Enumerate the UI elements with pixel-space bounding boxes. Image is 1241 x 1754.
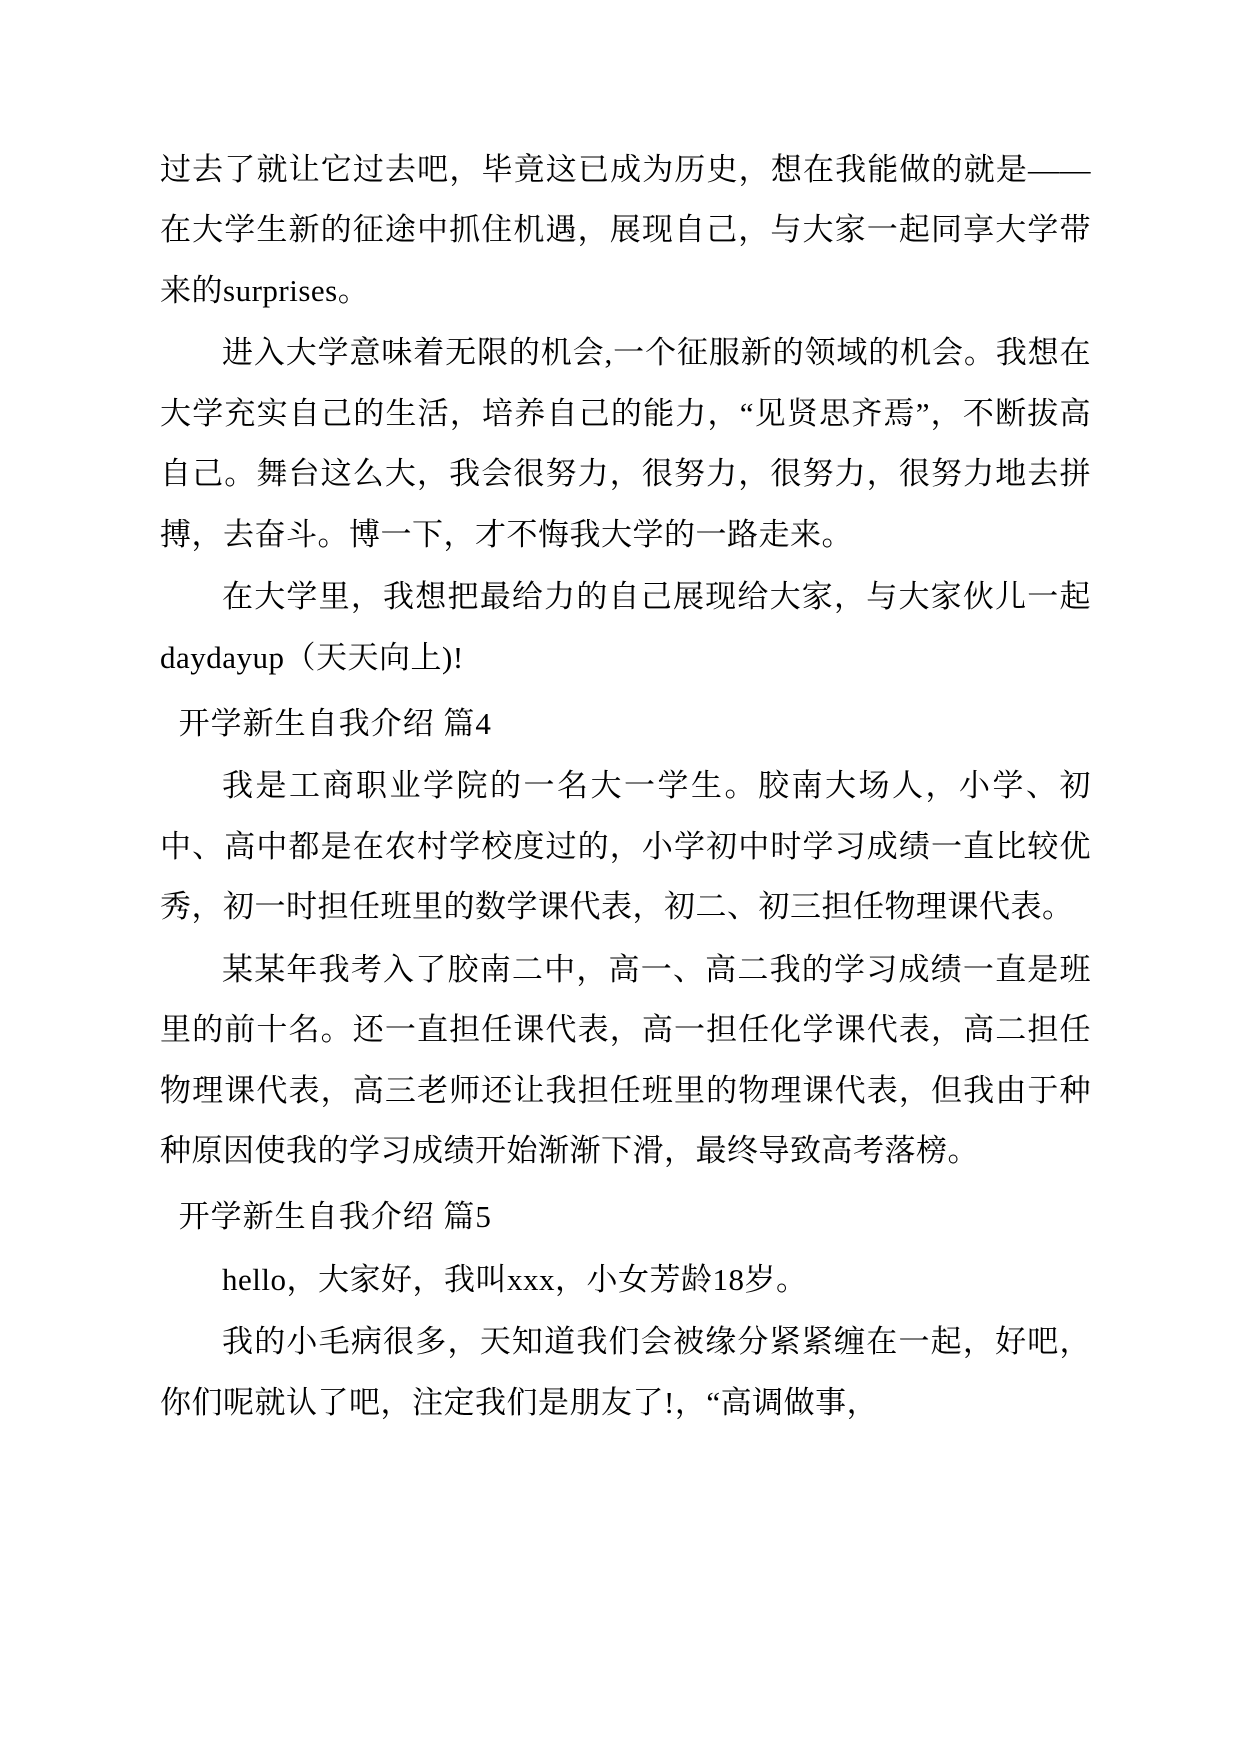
section-heading: 开学新生自我介绍 篇5 [178, 1199, 492, 1235]
section-heading: 开学新生自我介绍 篇4 [178, 705, 492, 741]
paragraph: 我是工商职业学院的一名大一学生。胶南大场人，小学、初中、高中都是在农村学校度过的，小学初中时学习成绩一直比较优秀，初一时担任班里的数学课代表，初二、初三担任物理课代表。 [160, 768, 1091, 925]
document-body [160, 140, 1091, 1433]
paragraph: 过去了就让它过去吧，毕竟这已成为历史，想在我能做的就是——在大学生新的征途中抓住机遇，展现自己，与大家一起同享大学带来的surprises。 [160, 152, 1091, 308]
paragraph: 进入大学意味着无限的机会,一个征服新的领域的机会。我想在大学充实自己的生活，培养自己的能力，“见贤思齐焉”，不断拔高自己。舞台这么大，我会很努力，很努力，很努力，很努力地去拼搏，去奋斗。博一下，才不悔我大学的一路走来。 [160, 335, 1091, 552]
paragraph: 某某年我考入了胶南二中，高一、高二我的学习成绩一直是班里的前十名。还一直担任课代表，高一担任化学课代表，高二担任物理课代表，高三老师还让我担任班里的物理课代表，但我由于种种原因使我的学习成绩开始渐渐下滑，最终导致高考落榜。 [160, 951, 1091, 1168]
paragraph: 我的小毛病很多，天知道我们会被缘分紧紧缠在一起，好吧，你们呢就认了吧，注定我们是朋友了!，“高调做事， [160, 1324, 1091, 1420]
paragraph: 在大学里，我想把最给力的自己展现给大家，与大家伙儿一起daydayup（天天向上)! [160, 579, 1091, 675]
paragraph: hello，大家好，我叫xxx，小女芳龄18岁。 [222, 1261, 808, 1297]
